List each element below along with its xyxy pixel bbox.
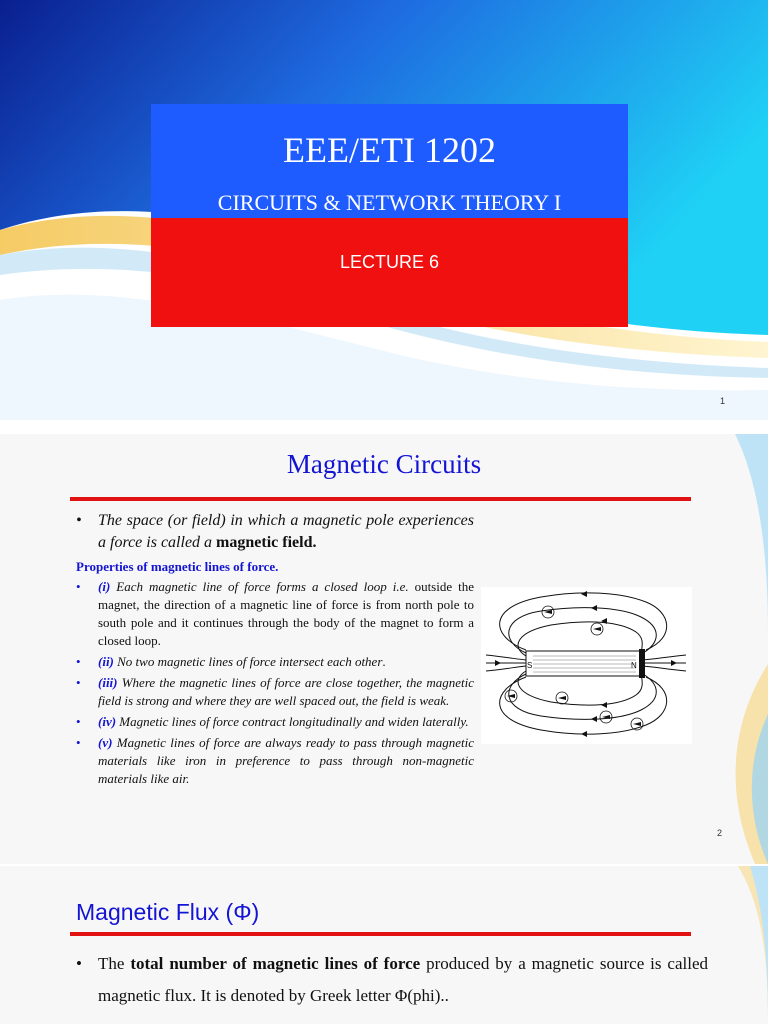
property-number: (iv) — [98, 714, 117, 729]
south-pole-label: S — [527, 661, 533, 670]
bullet-icon: • — [76, 735, 81, 750]
property-text: Magnetic lines of force contract longitudinally and widen laterally. — [116, 714, 469, 729]
slide-separator — [0, 420, 768, 434]
flux-definition — [76, 948, 708, 1012]
intro-text: The space (or field) in which a magnetic pole experiences a force is called a — [98, 512, 474, 551]
property-item — [76, 578, 474, 650]
property-text: Each magnetic line of force forms a closed loop i.e. — [110, 579, 409, 594]
title-underline — [70, 497, 691, 501]
property-text: Magnetic lines of force are always ready to pass through magnetic materials like iron in preference to pass through non-magnetic materials like air. — [98, 735, 474, 786]
page-number: 1 — [720, 396, 726, 406]
bullet-icon: • — [76, 512, 82, 529]
title-top-panel — [151, 104, 628, 218]
page-number: 2 — [717, 828, 723, 838]
property-text: Where the magnetic lines of force are close together, the magnetic field is strong and where they are well spaced out, the field is weak. — [98, 675, 474, 708]
property-text-plain: outside the magnet, the direction of a magnetic line of force is from north pole to south pole and it continues through the body of the magnet to form a closed loop. — [98, 579, 474, 648]
bullet-icon: • — [76, 579, 81, 594]
slide-title: Magnetic Flux (Φ) — [76, 899, 260, 925]
flux-text-suffix: produced by a magnetic source is called magnetic flux. It is denoted by Greek letter Φ(phi).. — [98, 954, 708, 1005]
property-item — [76, 653, 474, 671]
north-pole-label: N — [631, 661, 637, 670]
title-underline — [70, 932, 691, 936]
magnetic-circuits-slide — [0, 434, 768, 864]
intro-paragraph — [76, 510, 474, 554]
bullet-icon: • — [76, 654, 81, 669]
slide-body — [76, 510, 474, 791]
property-item — [76, 734, 474, 788]
magnetic-flux-slide — [0, 866, 768, 1024]
property-item — [76, 674, 474, 710]
property-number: (i) — [98, 579, 111, 594]
course-code: EEE/ETI 1202 — [283, 130, 496, 170]
property-number: (v) — [98, 735, 113, 750]
property-number: (ii) — [98, 654, 114, 669]
flux-text-prefix: The — [98, 954, 131, 973]
title-slide — [0, 0, 768, 420]
course-name: CIRCUITS & NETWORK THEORY I — [217, 190, 562, 215]
magnetic-field-diagram — [481, 587, 692, 744]
property-number: (iii) — [98, 675, 118, 690]
property-item — [76, 713, 474, 731]
title-bottom-panel — [151, 218, 628, 327]
property-text: No two magnetic lines of force intersect each other — [113, 654, 383, 669]
bar-magnet-field-lines — [481, 587, 692, 744]
flux-text-bold: total number of magnetic lines of force — [130, 954, 421, 973]
slide-title: Magnetic Circuits — [286, 449, 482, 479]
lecture-number: LECTURE 6 — [339, 252, 440, 272]
bullet-icon: • — [76, 675, 81, 690]
bullet-icon: • — [76, 714, 81, 729]
property-text-plain: . — [382, 654, 386, 669]
intro-bold: magnetic field. — [216, 534, 317, 551]
title-box — [151, 104, 628, 327]
bullet-icon: • — [76, 954, 82, 973]
properties-heading: Properties of magnetic lines of force. — [76, 559, 279, 574]
